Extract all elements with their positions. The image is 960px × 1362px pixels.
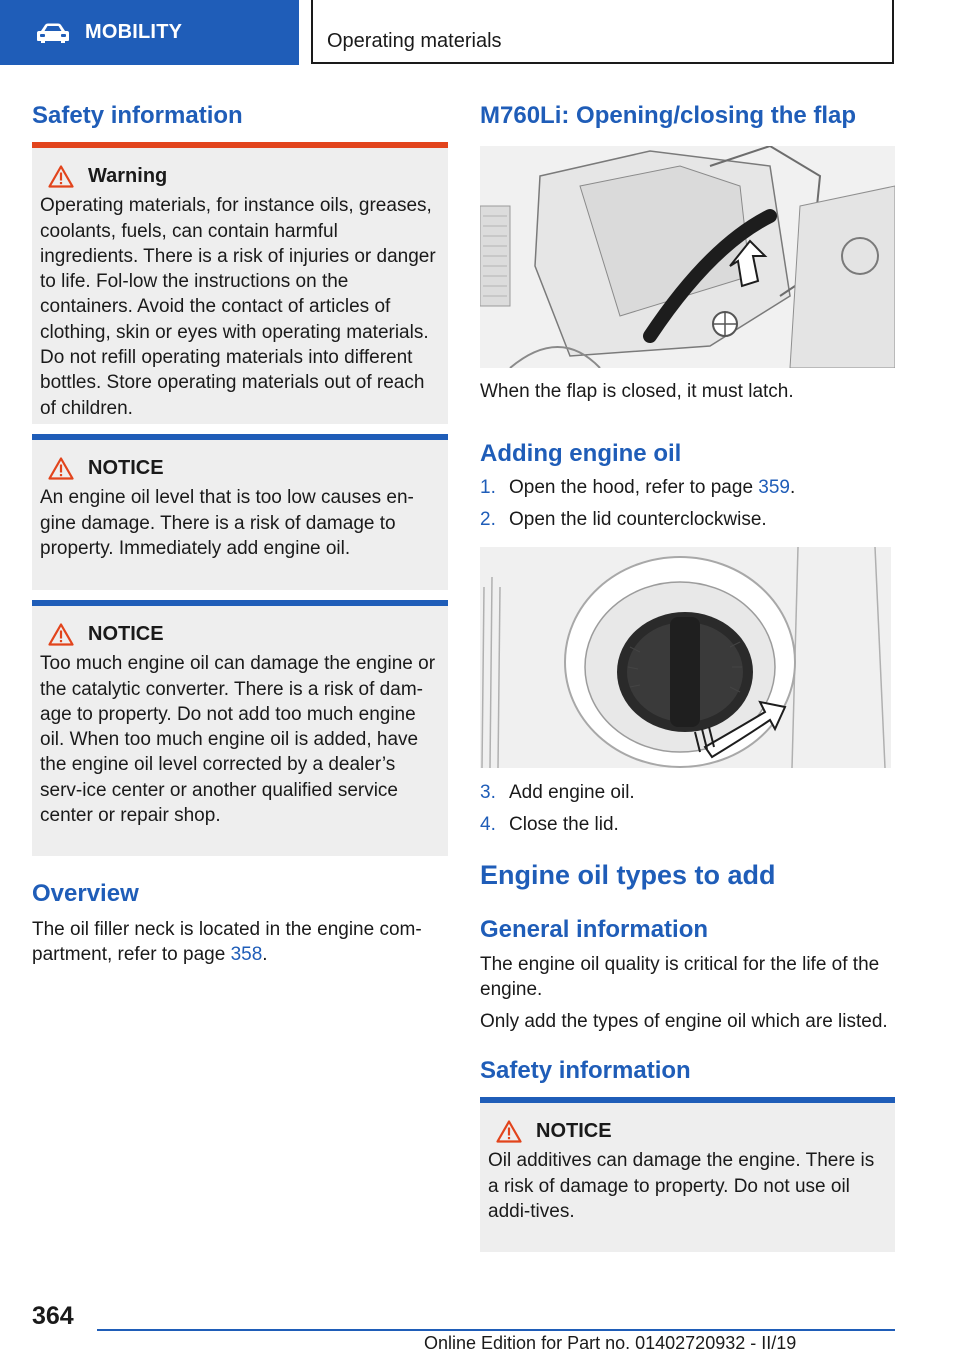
notice-title-3 xyxy=(496,1119,887,1144)
notice-title-text-1: NOTICE xyxy=(88,457,164,479)
warning-triangle-icon xyxy=(496,1120,522,1143)
step-text: Close the lid. xyxy=(509,814,619,835)
warning-title xyxy=(48,164,440,189)
step-number: 3. xyxy=(480,782,496,803)
header-section-label: MOBILITY xyxy=(85,21,183,43)
notice-box-3 xyxy=(480,1097,895,1252)
step-2 xyxy=(480,508,767,532)
edition-info: Online Edition for Part no. 01402720932 - II/19 xyxy=(424,1333,797,1353)
warning-triangle-icon xyxy=(48,457,74,480)
notice-text-2: Too much engine oil can damage the engine or the catalytic converter. There is a risk of dam-age to property. Do not add too much engine oil. When too much engine oil is added, have the engine oil level corrected by a dealer’s serv-ice center or another qualified service center or repair shop. xyxy=(40,653,436,827)
engine-flap-drawing xyxy=(480,146,895,368)
step-number: 4. xyxy=(480,814,496,835)
notice-title-text-2: NOTICE xyxy=(88,623,164,645)
step-1-page-link[interactable]: 359 xyxy=(758,477,790,498)
step-text: Open the lid counterclockwise. xyxy=(509,509,767,530)
step-1 xyxy=(480,476,795,500)
notice-box-1 xyxy=(32,434,448,590)
warning-triangle-icon xyxy=(48,623,74,646)
adding-engine-oil-heading: Adding engine oil xyxy=(480,440,682,467)
warning-box xyxy=(32,142,448,424)
safety-information-heading-2: Safety information xyxy=(480,1057,691,1084)
overview-paragraph xyxy=(32,917,448,968)
warning-triangle-icon xyxy=(48,165,74,188)
flap-caption: When the flap is closed, it must latch. xyxy=(480,381,794,402)
warning-title-text: Warning xyxy=(88,165,168,187)
header-section-tab[interactable] xyxy=(0,0,299,65)
safety-information-heading: Safety information xyxy=(32,102,243,129)
notice-box-2 xyxy=(32,600,448,856)
car-icon xyxy=(36,22,70,44)
overview-text: The oil filler neck is located in the engine com-partment, refer to page xyxy=(32,919,422,966)
step-text: Add engine oil. xyxy=(509,782,635,803)
footer-divider xyxy=(97,1329,895,1331)
header-chapter-label: Operating materials xyxy=(327,30,502,52)
notice-title-text-3: NOTICE xyxy=(536,1120,612,1142)
oil-cap-drawing xyxy=(480,547,891,768)
page-number: 364 xyxy=(32,1302,74,1330)
general-text-1: The engine oil quality is critical for the life of the engine. xyxy=(480,954,880,1001)
step-4 xyxy=(480,813,619,837)
notice-text-1: An engine oil level that is too low causes en-gine damage. There is a risk of damage to property. Immediately add engine oil. xyxy=(40,487,414,559)
notice-bar-2 xyxy=(32,600,448,606)
notice-bar-1 xyxy=(32,434,448,440)
oil-cap-illustration xyxy=(480,547,891,768)
warning-bar xyxy=(32,142,448,148)
general-text-2: Only add the types of engine oil which are listed. xyxy=(480,1011,888,1032)
notice-title-1 xyxy=(48,456,440,481)
step-number: 1. xyxy=(480,477,496,498)
flap-heading: M760Li: Opening/closing the flap xyxy=(480,102,857,129)
warning-text: Operating materials, for instance oils, greases, coolants, fuels, can contain harmful ingredients. There is a risk of injuries or danger to life. Fol-low the instructions on the containers. Avoid the contact of articles of clothing, skin or eyes with operating materials. Do not refill operating materials into different bottles. Store operating materials out of reach of children. xyxy=(40,195,436,419)
general-information-heading: General information xyxy=(480,916,709,943)
overview-page-link[interactable]: 358 xyxy=(230,944,263,966)
step-text: Open the hood, refer to page 359. xyxy=(509,477,796,498)
notice-title-2 xyxy=(48,622,440,647)
header-chapter xyxy=(311,0,894,64)
engine-flap-illustration xyxy=(480,146,895,368)
step-3 xyxy=(480,781,635,805)
step-number: 2. xyxy=(480,509,496,530)
overview-end: . xyxy=(262,944,268,966)
engine-oil-types-heading: Engine oil types to add xyxy=(480,860,776,890)
notice-bar-3 xyxy=(480,1097,895,1103)
notice-text-3: Oil additives can damage the engine. There is a risk of damage to property. Do not use oil addi-tives. xyxy=(488,1150,875,1222)
overview-heading: Overview xyxy=(32,880,139,907)
